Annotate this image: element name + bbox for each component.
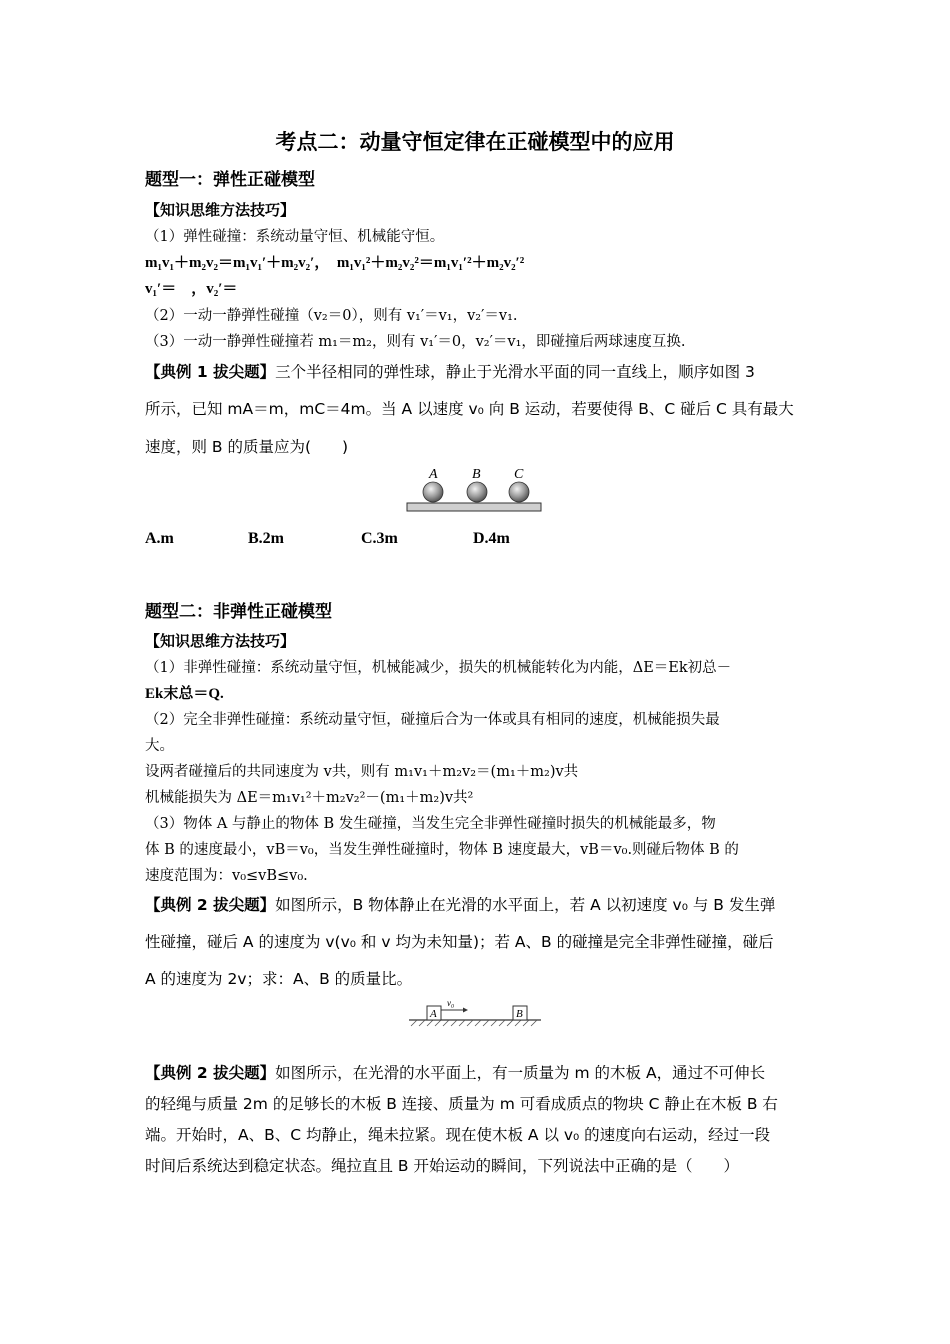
example2-line2: 性碰撞，碰后 A 的速度为 v(v₀ 和 v 均为未知量)；若 A、B 的碰撞是完全非弹性碰撞，碰后: [145, 933, 774, 951]
section1-tips-heading: 【知识思维方法技巧】: [145, 201, 296, 219]
section2-heading: 题型二：非弹性正碰模型: [145, 602, 332, 622]
example1-line3: 速度，则 B 的质量应为( ): [145, 438, 349, 456]
block-a-label: A: [430, 1008, 437, 1020]
section2-point2b: 大。: [145, 738, 174, 754]
example2-line3: A 的速度为 2v；求：A、B 的质量比。: [145, 970, 413, 988]
example1-tag: 【典例 1 拔尖题】: [145, 363, 276, 381]
ball-b: [467, 482, 487, 502]
three-balls-figure: [405, 462, 545, 518]
section1-point3: （3）一动一静弹性碰撞若 m₁＝m₂，则有 v₁′＝0，v₂′＝v₁，即碰撞后两球速度互换.: [145, 334, 686, 350]
example3-line1: [145, 1061, 765, 1083]
block-b-label: B: [516, 1008, 523, 1020]
velocity-label: v₀: [447, 998, 455, 1008]
section2-point3a: （3）物体 A 与静止的物体 B 发生碰撞，当发生完全非弹性碰撞时损失的机械能最多，物: [145, 816, 716, 832]
ball-a: [423, 482, 443, 502]
section2-point1b: Ek末总＝Q.: [145, 686, 224, 702]
section2-point2c: 设两者碰撞后的共同速度为 v共，则有 m₁v₁＋m₂v₂＝(m₁＋m₂)v共: [145, 764, 579, 780]
section2-tips-heading: 【知识思维方法技巧】: [145, 632, 296, 650]
example3-line2: 的轻绳与质量 2m 的足够长的木板 B 连接、质量为 m 可看成质点的物块 C 静止在木板 B 右: [145, 1095, 778, 1113]
example2-text1: 如图所示，B 物体静止在光滑的水平面上，若 A 以初速度 v₀ 与 B 发生弹: [275, 896, 776, 914]
ball-c-label: C: [514, 467, 524, 482]
option-a: A.m: [145, 530, 174, 547]
example1-text1: 三个半径相同的弹性球，静止于光滑水平面的同一直线上，顺序如图 3: [275, 363, 755, 381]
ball-c: [509, 482, 529, 502]
ball-a-label: A: [429, 467, 438, 482]
example2-line1: [145, 893, 775, 915]
option-d: D.4m: [473, 530, 510, 547]
blocks-figure: [405, 998, 545, 1030]
section1-point2: （2）一动一静弹性碰撞（v₂＝0），则有 v₁′＝v₁，v₂′＝v₁.: [145, 308, 518, 324]
section1-heading: 题型一：弹性正碰模型: [145, 170, 315, 190]
option-c: C.3m: [361, 530, 398, 547]
section2-point3c: 速度范围为：v₀≤vB≤v₀.: [145, 868, 308, 884]
section1-formula1: m₁v₁＋m₂v₂＝m₁v₁′＋m₂v₂′， m₁v₁²＋m₂v₂²＝m₁v₁′²＋m₂v₂′²: [145, 255, 525, 271]
section2-point2d: 机械能损失为 ΔE＝m₁v₁²＋m₂v₂²－(m₁＋m₂)v共²: [145, 790, 474, 806]
example3-text1: 如图所示，在光滑的水平面上，有一质量为 m 的木板 A，通过不可伸长: [275, 1064, 766, 1082]
example3-tag: 【典例 2 拔尖题】: [145, 1064, 276, 1082]
section2-point3b: 体 B 的速度最小，vB＝v₀，当发生弹性碰撞时，物体 B 速度最大，vB＝v₀.则碰后物体 B 的: [145, 842, 739, 858]
ball-b-label: B: [472, 467, 481, 482]
section1-point1: （1）弹性碰撞：系统动量守恒、机械能守恒。: [145, 229, 445, 245]
example2-tag: 【典例 2 拔尖题】: [145, 896, 276, 914]
section2-point1a: （1）非弹性碰撞：系统动量守恒，机械能减少，损失的机械能转化为内能，ΔE＝Ek初总－: [145, 660, 732, 676]
example1-line2: 所示，已知 mA＝m，mC＝4m。当 A 以速度 v₀ 向 B 运动，若要使得 B、C 碰后 C 具有最大: [145, 400, 794, 418]
example1-line1: [145, 360, 755, 382]
floor-hatching: [411, 1020, 537, 1026]
example3-line4: 时间后系统达到稳定状态。绳拉直且 B 开始运动的瞬间，下列说法中正确的是（ ）: [145, 1157, 739, 1175]
velocity-arrowhead: [463, 1008, 468, 1013]
section2-point2a: （2）完全非弹性碰撞：系统动量守恒，碰撞后合为一体或具有相同的速度，机械能损失最: [145, 712, 720, 728]
surface-board: [407, 503, 541, 511]
section1-formula2: v₁′＝ ，v₂′＝: [145, 281, 238, 297]
example3-line3: 端。开始时，A、B、C 均静止，绳未拉紧。现在使木板 A 以 v₀ 的速度向右运动，经过一段: [145, 1126, 771, 1144]
page-title: 考点二：动量守恒定律在正碰模型中的应用: [275, 130, 675, 154]
option-b: B.2m: [248, 530, 284, 547]
